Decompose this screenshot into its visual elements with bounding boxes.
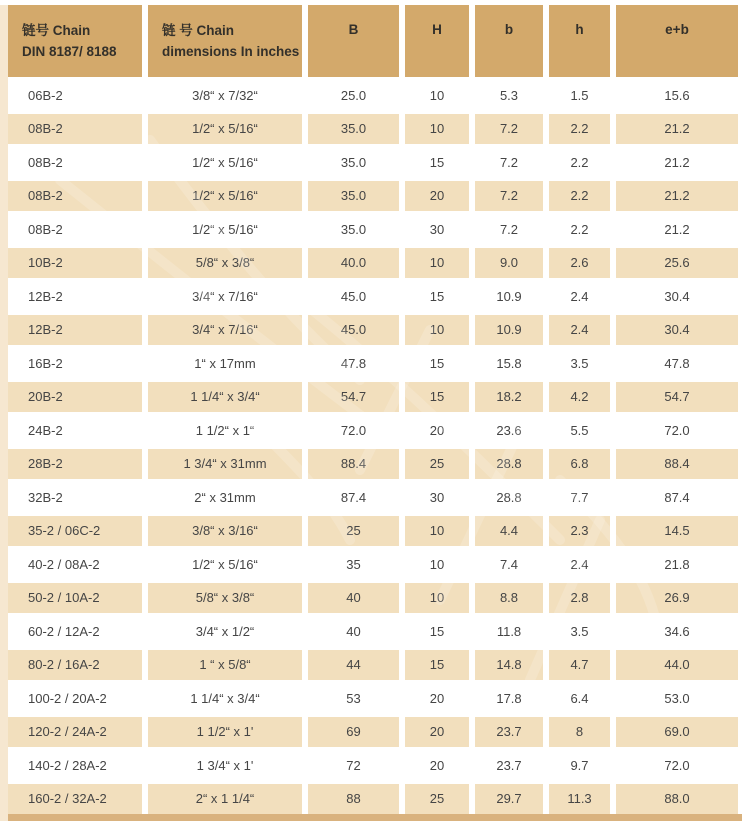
table-cell: 21.2 — [664, 221, 690, 237]
table-cell: 35 — [346, 556, 361, 572]
table-cell: 10 — [405, 114, 469, 145]
table-cell: 06B-2 — [28, 87, 63, 103]
table-cell: 87.4 — [340, 489, 367, 505]
table-cell: 35.0 — [308, 114, 399, 145]
table-cell: 2.4 — [549, 315, 610, 346]
table-cell: 1/2“ x 5/16“ — [192, 154, 258, 170]
table-cell: 17.8 — [496, 690, 522, 706]
table-row — [8, 80, 742, 111]
table-cell: 1/2“ x 5/16“ — [192, 221, 258, 237]
table-cell: 47.8 — [340, 355, 367, 371]
table-row — [8, 348, 742, 379]
table-cell: 10 — [429, 556, 445, 572]
table-row — [8, 650, 742, 681]
table-cell: 1 1/4“ x 3/4“ — [190, 690, 260, 706]
table-cell: 4.2 — [549, 382, 610, 413]
table-row — [8, 415, 742, 446]
table-cell: 11.3 — [549, 784, 610, 815]
table-cell: 80-2 / 16A-2 — [8, 650, 142, 681]
table-cell: 40-2 / 08A-2 — [28, 556, 100, 572]
table-cell: 69.0 — [616, 717, 738, 748]
table-cell: 3/4“ x 7/16“ — [192, 288, 258, 304]
table-cell: 8.8 — [475, 583, 543, 614]
table-cell: 2.2 — [570, 154, 589, 170]
table-cell: 2.3 — [549, 516, 610, 547]
table-cell: 20 — [429, 690, 445, 706]
table-header-row — [8, 5, 742, 77]
table-cell: 28.8 — [496, 489, 522, 505]
table-cell: 35.0 — [340, 221, 367, 237]
table-cell: 21.2 — [616, 181, 738, 212]
header-chain-dimensions — [148, 5, 302, 77]
table-cell: 40 — [346, 623, 361, 639]
table-cell: 6.8 — [549, 449, 610, 480]
table-cell: 35.0 — [308, 181, 399, 212]
table-cell: 88.4 — [308, 449, 399, 480]
header-col-eb: e+b — [616, 5, 738, 77]
table-cell: 2.2 — [549, 114, 610, 145]
table-cell: 10 — [405, 248, 469, 279]
table-cell: 08B-2 — [28, 221, 63, 237]
table-cell: 4.7 — [549, 650, 610, 681]
table-cell: 40.0 — [308, 248, 399, 279]
table-cell: 10.9 — [475, 315, 543, 346]
table-cell: 15.8 — [496, 355, 522, 371]
table-cell: 2.4 — [570, 556, 589, 572]
table-row — [8, 382, 742, 413]
table-cell: 1/2“ x 5/16“ — [148, 114, 302, 145]
chain-dimensions-table — [8, 5, 742, 817]
table-cell: 16B-2 — [28, 355, 63, 371]
table-cell: 88.4 — [616, 449, 738, 480]
table-cell: 3/4“ x 7/16“ — [148, 315, 302, 346]
table-cell: 12B-2 — [28, 288, 63, 304]
table-cell: 11.8 — [496, 623, 522, 639]
header-chain-dimensions-line1: 链 号 Chain — [162, 23, 235, 38]
table-row — [8, 281, 742, 312]
table-cell: 15 — [405, 382, 469, 413]
table-row — [8, 248, 742, 279]
table-cell: 08B-2 — [28, 154, 63, 170]
table-cell: 14.5 — [616, 516, 738, 547]
table-cell: 7.2 — [475, 114, 543, 145]
table-cell: 3/8“ x 3/16“ — [148, 516, 302, 547]
table-cell: 2.4 — [570, 288, 589, 304]
table-cell: 30.4 — [616, 315, 738, 346]
table-cell: 2.6 — [549, 248, 610, 279]
table-row — [8, 482, 742, 513]
table-cell: 160-2 / 32A-2 — [8, 784, 142, 815]
table-cell: 10 — [405, 516, 469, 547]
table-cell: 53.0 — [664, 690, 690, 706]
table-cell: 69 — [308, 717, 399, 748]
table-cell: 20 — [405, 181, 469, 212]
header-col-h: h — [549, 5, 610, 77]
table-cell: 3.5 — [570, 355, 589, 371]
table-cell: 15 — [429, 154, 445, 170]
table-cell: 10B-2 — [8, 248, 142, 279]
table-cell: 120-2 / 24A-2 — [8, 717, 142, 748]
table-cell: 35.0 — [340, 154, 367, 170]
table-cell: 30 — [429, 489, 445, 505]
table-cell: 87.4 — [664, 489, 690, 505]
table-cell: 10 — [405, 315, 469, 346]
table-row — [8, 549, 742, 580]
table-cell: 1 “ x 5/8“ — [148, 650, 302, 681]
left-edge-strip — [0, 5, 8, 821]
table-cell: 7.2 — [499, 221, 519, 237]
table-row — [8, 784, 742, 815]
table-cell: 5/8“ x 3/8“ — [148, 583, 302, 614]
table-cell: 23.7 — [475, 717, 543, 748]
table-cell: 1 3/4“ x 1' — [196, 757, 254, 773]
table-cell: 15 — [429, 623, 445, 639]
table-cell: 08B-2 — [8, 181, 142, 212]
table-cell: 18.2 — [475, 382, 543, 413]
table-row — [8, 214, 742, 245]
table-cell: 45.0 — [308, 315, 399, 346]
table-cell: 20 — [429, 757, 445, 773]
table-cell: 54.7 — [616, 382, 738, 413]
header-chain-din — [8, 5, 142, 77]
table-row — [8, 516, 742, 547]
table-cell: 3.5 — [570, 623, 589, 639]
table-cell: 1/2“ x 5/16“ — [148, 181, 302, 212]
table-cell: 72.0 — [664, 422, 690, 438]
table-cell: 30 — [429, 221, 445, 237]
table-cell: 15 — [405, 650, 469, 681]
header-col-H: H — [405, 5, 469, 77]
table-cell: 1.5 — [570, 87, 589, 103]
table-cell: 1“ x 17mm — [194, 355, 256, 371]
table-cell: 25 — [308, 516, 399, 547]
table-cell: 21.8 — [664, 556, 690, 572]
table-cell: 6.4 — [570, 690, 589, 706]
table-bottom-border — [8, 814, 742, 821]
table-row — [8, 583, 742, 614]
table-cell: 5/8“ x 3/8“ — [148, 248, 302, 279]
table-cell: 1 1/4“ x 3/4“ — [148, 382, 302, 413]
table-cell: 34.6 — [664, 623, 690, 639]
table-cell: 10 — [429, 87, 445, 103]
table-cell: 28.8 — [475, 449, 543, 480]
header-col-b: b — [475, 5, 543, 77]
table-cell: 25 — [405, 784, 469, 815]
table-cell: 2.2 — [570, 221, 589, 237]
table-cell: 20 — [405, 717, 469, 748]
table-cell: 3/8“ x 7/32“ — [192, 87, 258, 103]
table-cell: 44 — [308, 650, 399, 681]
table-cell: 5.3 — [499, 87, 519, 103]
table-cell: 1 1/2“ x 1“ — [195, 422, 255, 438]
table-cell: 53 — [346, 690, 361, 706]
table-cell: 45.0 — [340, 288, 367, 304]
table-cell: 5.5 — [570, 422, 589, 438]
table-cell: 1 1/2“ x 1' — [148, 717, 302, 748]
table-cell: 20 — [429, 422, 445, 438]
table-cell: 25 — [405, 449, 469, 480]
table-cell: 15 — [429, 288, 445, 304]
table-cell: 88 — [308, 784, 399, 815]
table-row — [8, 683, 742, 714]
table-row — [8, 315, 742, 346]
table-row — [8, 616, 742, 647]
table-cell: 2“ x 31mm — [194, 489, 256, 505]
table-row — [8, 449, 742, 480]
table-row — [8, 114, 742, 145]
table-cell: 20B-2 — [8, 382, 142, 413]
table-cell: 3/4“ x 1/2“ — [195, 623, 255, 639]
table-cell: 15.6 — [664, 87, 690, 103]
table-cell: 21.2 — [616, 114, 738, 145]
table-cell: 2.2 — [549, 181, 610, 212]
table-cell: 25.0 — [340, 87, 367, 103]
table-cell: 4.4 — [475, 516, 543, 547]
table-cell: 88.0 — [616, 784, 738, 815]
table-cell: 54.7 — [308, 382, 399, 413]
table-cell: 30.4 — [664, 288, 690, 304]
table-cell: 08B-2 — [8, 114, 142, 145]
table-cell: 10 — [405, 583, 469, 614]
table-cell: 1/2“ x 5/16“ — [192, 556, 258, 572]
table-cell: 32B-2 — [28, 489, 63, 505]
table-cell: 44.0 — [616, 650, 738, 681]
header-col-B: B — [308, 5, 399, 77]
table-cell: 7.7 — [570, 489, 589, 505]
table-row — [8, 750, 742, 781]
table-cell: 7.2 — [499, 154, 519, 170]
table-cell: 14.8 — [475, 650, 543, 681]
table-cell: 40 — [308, 583, 399, 614]
table-cell: 9.7 — [570, 757, 589, 773]
table-cell: 72.0 — [664, 757, 690, 773]
table-cell: 29.7 — [475, 784, 543, 815]
table-cell: 10.9 — [496, 288, 522, 304]
table-cell: 72 — [346, 757, 361, 773]
table-cell: 23.6 — [496, 422, 522, 438]
table-body — [8, 80, 742, 814]
header-chain-dimensions-line2: dimensions In inches — [162, 44, 300, 59]
table-row — [8, 181, 742, 212]
table-cell: 35-2 / 06C-2 — [8, 516, 142, 547]
table-cell: 24B-2 — [28, 422, 63, 438]
header-chain-din-line2: DIN 8187/ 8188 — [22, 44, 117, 59]
table-cell: 26.9 — [616, 583, 738, 614]
table-cell: 8 — [549, 717, 610, 748]
table-cell: 2.8 — [549, 583, 610, 614]
table-cell: 140-2 / 28A-2 — [28, 757, 107, 773]
table-cell: 7.4 — [499, 556, 519, 572]
table-cell: 60-2 / 12A-2 — [28, 623, 100, 639]
table-cell: 47.8 — [664, 355, 690, 371]
table-cell: 12B-2 — [8, 315, 142, 346]
table-cell: 100-2 / 20A-2 — [28, 690, 107, 706]
table-cell: 1 3/4“ x 31mm — [148, 449, 302, 480]
table-row — [8, 717, 742, 748]
table-cell: 23.7 — [496, 757, 522, 773]
table-cell: 21.2 — [664, 154, 690, 170]
table-cell: 50-2 / 10A-2 — [8, 583, 142, 614]
table-row — [8, 147, 742, 178]
table-cell: 15 — [429, 355, 445, 371]
table-cell: 7.2 — [475, 181, 543, 212]
table-cell: 9.0 — [475, 248, 543, 279]
table-cell: 25.6 — [616, 248, 738, 279]
header-chain-din-line1: 链号 Chain — [22, 23, 91, 38]
table-cell: 28B-2 — [8, 449, 142, 480]
table-cell: 72.0 — [340, 422, 367, 438]
table-cell: 2“ x 1 1/4“ — [148, 784, 302, 815]
